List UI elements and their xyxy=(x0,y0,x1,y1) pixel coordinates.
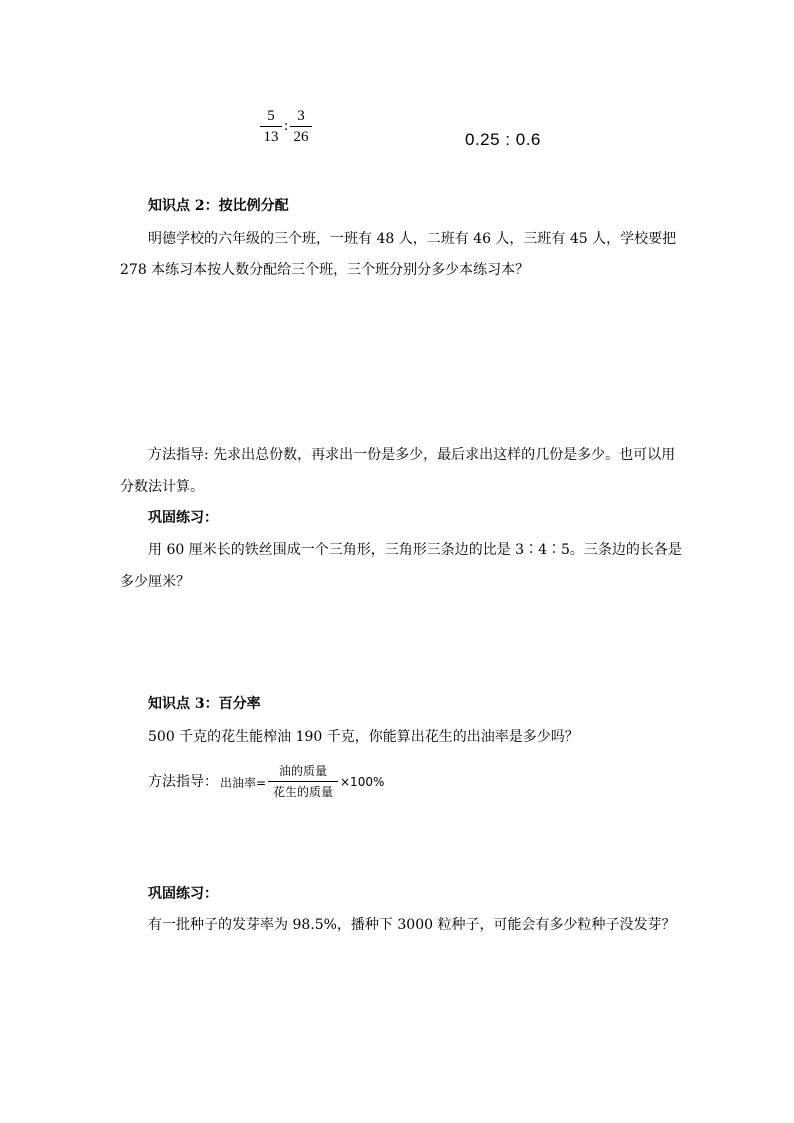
section2-method-line2: 分数法计算。 xyxy=(120,479,204,495)
fraction-bar xyxy=(260,126,282,127)
section2-problem-line1: 明德学校的六年级的三个班，一班有 48 人，二班有 46 人，三班有 45 人，学校要把 xyxy=(148,231,677,247)
section3-problem: 500 千克的花生能榨油 190 千克，你能算出花生的出油率是多少吗？ xyxy=(148,729,579,745)
fraction-numerator: 3 xyxy=(297,108,305,124)
section2-practice-line1: 用 60 厘米长的铁丝围成一个三角形，三角形三条边的比是 3∶4∶5。三条边的长各是 xyxy=(148,542,682,558)
section2-heading: 知识点 2：按比例分配 xyxy=(148,198,289,214)
formula-fraction xyxy=(268,763,338,800)
formula-rhs: ×100% xyxy=(340,775,385,789)
fraction-3-26 xyxy=(290,107,312,146)
fraction-numerator: 5 xyxy=(267,108,275,124)
formula-lhs: 出油率= xyxy=(220,776,267,790)
section3-heading: 知识点 3：百分率 xyxy=(148,696,261,712)
fraction-bar xyxy=(290,126,312,127)
ratio-colon: : xyxy=(284,118,289,134)
section3-method-label: 方法指导： xyxy=(148,774,218,790)
formula-fraction-bar xyxy=(268,781,338,782)
section3-practice: 有一批种子的发芽率为 98.5%，播种下 3000 粒种子，可能会有多少粒种子没发芽？ xyxy=(148,917,676,933)
formula-denominator: 花生的质量 xyxy=(272,785,333,799)
section2-problem-line2: 278 本练习本按人数分配给三个班，三个班分别分多少本练习本？ xyxy=(120,262,530,278)
section2-method-line1: 方法指导: 先求出总份数，再求出一份是多少，最后求出这样的几份是多少。也可以用 xyxy=(148,447,676,463)
ratio-decimal: 0.25 : 0.6 xyxy=(465,130,541,149)
formula-numerator: 油的质量 xyxy=(278,764,327,778)
section2-practice-line2: 多少厘米？ xyxy=(120,574,190,590)
section2-practice-heading: 巩固练习： xyxy=(148,510,218,526)
fraction-denominator: 13 xyxy=(263,129,279,145)
fraction-denominator: 26 xyxy=(293,129,309,145)
fraction-5-13 xyxy=(260,107,282,146)
section3-practice-heading: 巩固练习： xyxy=(148,886,218,902)
